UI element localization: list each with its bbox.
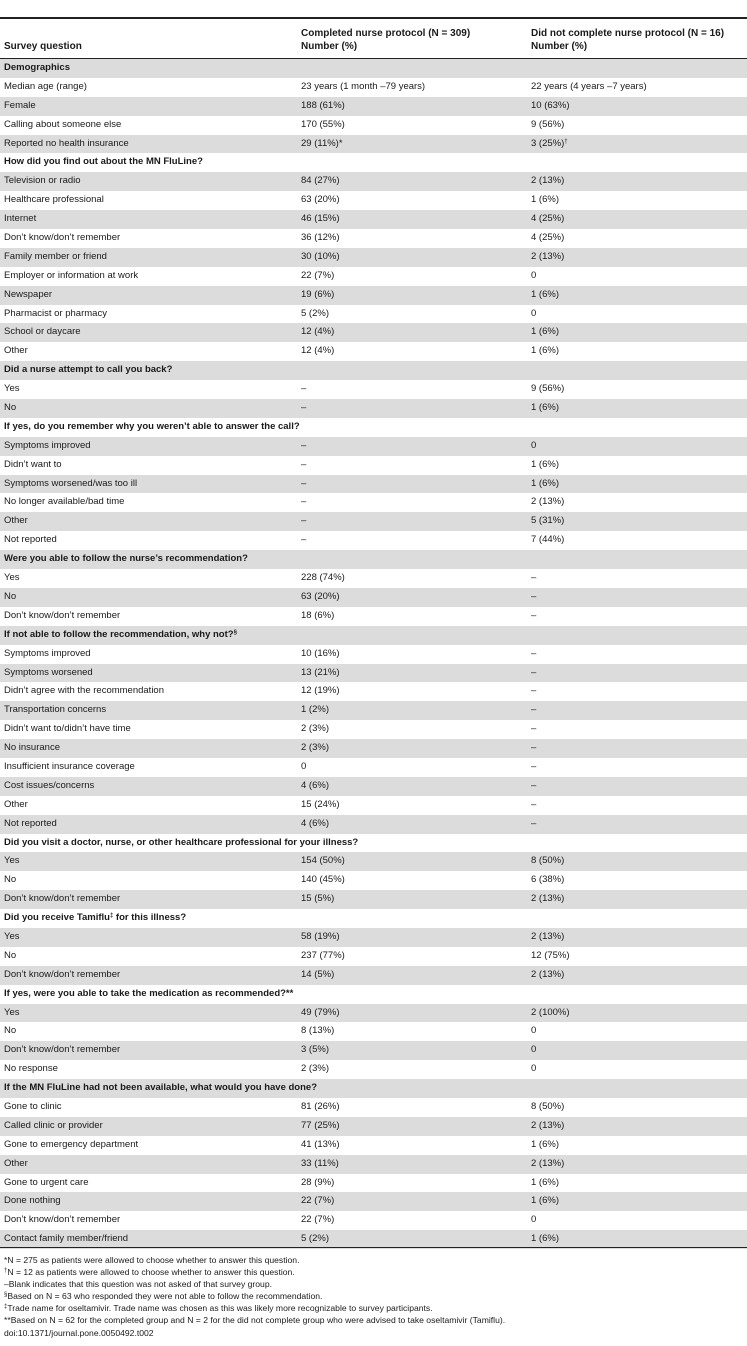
completed-value: – — [301, 383, 307, 395]
row-label: Television or radio — [4, 175, 81, 187]
not-completed-value: 2 (13%) — [531, 968, 565, 980]
not-completed-value: 1 (6%) — [531, 1176, 559, 1188]
not-completed-value: 1 (6%) — [531, 1195, 559, 1207]
row-label: Don’t know/don’t remember — [4, 232, 121, 244]
not-completed-value: 1 (6%) — [531, 458, 559, 470]
completed-value: 12 (4%) — [301, 326, 335, 338]
not-completed-value: 2 (13%) — [531, 496, 565, 508]
footnote-marker: § — [233, 629, 237, 636]
section-header-row — [0, 985, 747, 1004]
not-completed-value: – — [531, 590, 537, 602]
row-label: Yes — [4, 855, 20, 867]
not-completed-value: – — [531, 572, 537, 584]
table-row — [0, 815, 747, 834]
row-label: No — [4, 949, 17, 961]
header-not-completed-unit: Number (%) — [531, 41, 588, 52]
not-completed-value: 1 (6%) — [531, 1138, 559, 1150]
table-row — [0, 191, 747, 210]
completed-value: 0 — [301, 760, 307, 772]
completed-value: 30 (10%) — [301, 250, 340, 262]
row-label: Other — [4, 515, 28, 527]
row-label: Pharmacist or pharmacy — [4, 307, 107, 319]
not-completed-value: – — [531, 742, 537, 754]
footnote-marker: † — [4, 1268, 8, 1275]
not-completed-value: 12 (75%) — [531, 949, 570, 961]
completed-value: 19 (6%) — [301, 288, 335, 300]
table-row — [0, 210, 747, 229]
completed-value: 14 (5%) — [301, 968, 335, 980]
row-label: Gone to emergency department — [4, 1138, 139, 1150]
row-label: Yes — [4, 383, 20, 395]
row-label: Healthcare professional — [4, 194, 104, 206]
not-completed-value: 22 years (4 years –7 years) — [531, 80, 647, 92]
table-row — [0, 97, 747, 116]
table-row — [0, 305, 747, 324]
row-label: Didn’t want to — [4, 458, 62, 470]
row-label: Didn’t want to/didn’t have time — [4, 723, 131, 735]
completed-value: 22 (7%) — [301, 1195, 335, 1207]
completed-value: 81 (26%) — [301, 1100, 340, 1112]
row-label: No response — [4, 1063, 58, 1075]
table-footnotes — [4, 1254, 744, 1339]
row-label: Contact family member/friend — [4, 1233, 129, 1245]
completed-value: 4 (6%) — [301, 779, 329, 791]
footnote-marker: ‡ — [4, 1304, 8, 1311]
table-row — [0, 286, 747, 305]
table-row — [0, 645, 747, 664]
table-row — [0, 1022, 747, 1041]
completed-value: 228 (74%) — [301, 572, 345, 584]
completed-value: 63 (20%) — [301, 590, 340, 602]
table-row — [0, 1155, 747, 1174]
row-label: Don’t know/don’t remember — [4, 609, 121, 621]
not-completed-value: 8 (50%) — [531, 855, 565, 867]
not-completed-value: 0 — [531, 1063, 537, 1075]
table-row — [0, 1060, 747, 1079]
not-completed-value: 8 (50%) — [531, 1100, 565, 1112]
footnote: –Blank indicates that this question was not asked of that survey group. — [4, 1279, 272, 1290]
row-label: Other — [4, 1157, 28, 1169]
not-completed-value: 6 (38%) — [531, 874, 565, 886]
row-label: Symptoms improved — [4, 647, 91, 659]
table-row — [0, 852, 747, 871]
not-completed-value: – — [531, 609, 537, 621]
completed-value: – — [301, 439, 307, 451]
section-title: Demographics — [4, 62, 70, 73]
completed-value: 4 (6%) — [301, 817, 329, 829]
row-label: Not reported — [4, 817, 57, 829]
table-row — [0, 1136, 747, 1155]
section-header-row — [0, 550, 747, 569]
table-row — [0, 456, 747, 475]
not-completed-value: 2 (13%) — [531, 1119, 565, 1131]
row-label: Don’t know/don’t remember — [4, 1214, 121, 1226]
row-label: School or daycare — [4, 326, 81, 338]
completed-value: 8 (13%) — [301, 1025, 335, 1037]
section-header-row — [0, 1079, 747, 1098]
not-completed-value: 1 (6%) — [531, 326, 559, 338]
not-completed-value: – — [531, 666, 537, 678]
section-header-row — [0, 626, 747, 645]
completed-value: 36 (12%) — [301, 232, 340, 244]
section-title: If yes, were you able to take the medication as recommended?** — [4, 987, 294, 999]
section-header-row — [0, 834, 747, 853]
completed-value: – — [301, 402, 307, 414]
footnote: §Based on N = 63 who responded they were not able to follow the recommendation. — [4, 1291, 323, 1302]
table-row — [0, 607, 747, 626]
table-row — [0, 531, 747, 550]
section-header-row — [0, 361, 747, 380]
table-row — [0, 664, 747, 683]
not-completed-value: 0 — [531, 1044, 537, 1056]
row-label: Didn’t agree with the recommendation — [4, 685, 165, 697]
completed-value: – — [301, 458, 307, 470]
table-row — [0, 739, 747, 758]
row-label: Calling about someone else — [4, 118, 122, 130]
table-row — [0, 682, 747, 701]
footnote-marker: ‡ — [109, 913, 114, 920]
table-row — [0, 475, 747, 494]
table-row — [0, 399, 747, 418]
completed-value: 29 (11%)* — [301, 137, 343, 149]
not-completed-value: – — [531, 760, 537, 772]
table-row — [0, 78, 747, 97]
completed-value: 22 (7%) — [301, 269, 335, 281]
row-label: Employer or information at work — [4, 269, 139, 281]
table-row — [0, 777, 747, 796]
completed-value: 12 (19%) — [301, 685, 340, 697]
row-label: Insufficient insurance coverage — [4, 760, 135, 772]
completed-value: 5 (2%) — [301, 307, 329, 319]
completed-value: 13 (21%) — [301, 666, 340, 678]
completed-value: 237 (77%) — [301, 949, 345, 961]
not-completed-value: 2 (13%) — [531, 175, 565, 187]
completed-value: 3 (5%) — [301, 1044, 329, 1056]
table-row — [0, 1211, 747, 1230]
completed-value: 77 (25%) — [301, 1119, 340, 1131]
table-row — [0, 701, 747, 720]
header-survey-question: Survey question — [4, 41, 82, 52]
completed-value: 58 (19%) — [301, 930, 340, 942]
not-completed-value: 1 (6%) — [531, 288, 559, 300]
header-not-completed-group — [531, 27, 724, 53]
not-completed-value: 9 (56%) — [531, 383, 565, 395]
not-completed-value: 0 — [531, 269, 537, 281]
completed-value: 140 (45%) — [301, 874, 345, 886]
table-row — [0, 796, 747, 815]
completed-value: – — [301, 515, 307, 527]
footnote: doi:10.1371/journal.pone.0050492.t002 — [4, 1327, 154, 1338]
header-completed-title: Completed nurse protocol (N = 309) — [301, 28, 471, 39]
row-label: Symptoms worsened — [4, 666, 93, 678]
footnote: **Based on N = 62 for the completed group and N = 2 for the did not complete group who were advised to take oseltamivir (Tamiflu). — [4, 1315, 506, 1326]
row-label: Symptoms improved — [4, 439, 91, 451]
table-row — [0, 135, 747, 154]
not-completed-value: – — [531, 779, 537, 791]
completed-value: 1 (2%) — [301, 704, 329, 716]
row-label: Called clinic or provider — [4, 1119, 103, 1131]
not-completed-value: 1 (6%) — [531, 194, 559, 206]
footnote: ‡Trade name for oseltamivir. Trade name was chosen as this was likely more recognizable to survey participants. — [4, 1303, 433, 1314]
row-label: No longer available/bad time — [4, 496, 125, 508]
header-completed-unit: Number (%) — [301, 41, 358, 52]
table-row — [0, 267, 747, 286]
table-bottom-rule — [0, 1247, 747, 1248]
not-completed-value: 1 (6%) — [531, 477, 559, 489]
header-completed-group — [301, 27, 470, 53]
table-row — [0, 380, 747, 399]
section-header-row — [0, 153, 747, 172]
table-row — [0, 1117, 747, 1136]
completed-value: 188 (61%) — [301, 99, 345, 111]
not-completed-value: 9 (56%) — [531, 118, 565, 130]
row-label: Don’t know/don’t remember — [4, 893, 121, 905]
table-row — [0, 512, 747, 531]
completed-value: 49 (79%) — [301, 1006, 340, 1018]
not-completed-value: 10 (63%) — [531, 99, 570, 111]
completed-value: 2 (3%) — [301, 1063, 329, 1075]
section-title: Did a nurse attempt to call you back? — [4, 364, 173, 376]
row-label: Transportation concerns — [4, 704, 107, 716]
not-completed-value: 0 — [531, 307, 537, 319]
completed-value: 22 (7%) — [301, 1214, 335, 1226]
row-label: Yes — [4, 1006, 20, 1018]
completed-value: 154 (50%) — [301, 855, 345, 867]
row-label: Female — [4, 99, 36, 111]
table-top-rule — [0, 17, 747, 19]
not-completed-value: 3 (25%)† — [531, 137, 568, 149]
section-title: If the MN FluLine had not been available, what would you have done? — [4, 1082, 317, 1094]
completed-value: 12 (4%) — [301, 345, 335, 357]
section-title: If not able to follow the recommendation, why not?§ — [4, 628, 237, 640]
not-completed-value: – — [531, 817, 537, 829]
row-label: Symptoms worsened/was too ill — [4, 477, 138, 489]
footnote: *N = 275 as patients were allowed to choose whether to answer this question. — [4, 1255, 300, 1265]
completed-value: 46 (15%) — [301, 213, 340, 225]
row-label: Gone to clinic — [4, 1100, 62, 1112]
row-label: No — [4, 1025, 17, 1037]
not-completed-value: – — [531, 647, 537, 659]
table-row — [0, 1098, 747, 1117]
table-row — [0, 890, 747, 909]
table-row — [0, 172, 747, 191]
table-row — [0, 229, 747, 248]
completed-value: – — [301, 477, 307, 489]
table-row — [0, 1041, 747, 1060]
table-row — [0, 1174, 747, 1193]
row-label: No insurance — [4, 742, 60, 754]
row-label: Yes — [4, 930, 20, 942]
table-row — [0, 1004, 747, 1023]
table-row — [0, 569, 747, 588]
completed-value: 84 (27%) — [301, 175, 340, 187]
table-row — [0, 758, 747, 777]
row-label: No — [4, 402, 17, 414]
row-label: Yes — [4, 572, 20, 584]
table-row — [0, 248, 747, 267]
not-completed-value: 0 — [531, 1025, 537, 1037]
not-completed-value: 7 (44%) — [531, 534, 565, 546]
not-completed-value: – — [531, 723, 537, 735]
section-title: How did you find out about the MN FluLine? — [4, 156, 203, 168]
section-title: If yes, do you remember why you weren’t able to answer the call? — [4, 420, 300, 432]
section-title: Were you able to follow the nurse’s recommendation? — [4, 553, 248, 565]
completed-value: 2 (3%) — [301, 742, 329, 754]
row-label: Done nothing — [4, 1195, 61, 1207]
not-completed-value: 2 (13%) — [531, 930, 565, 942]
completed-value: – — [301, 534, 307, 546]
table-row — [0, 342, 747, 361]
row-label: Family member or friend — [4, 250, 107, 262]
table-row — [0, 116, 747, 135]
row-label: Don’t know/don’t remember — [4, 1044, 121, 1056]
table-row — [0, 493, 747, 512]
row-label: No — [4, 590, 17, 602]
table-row — [0, 871, 747, 890]
not-completed-value: 0 — [531, 439, 537, 451]
section-title: Did you visit a doctor, nurse, or other healthcare professional for your illness? — [4, 836, 359, 848]
row-label: Don’t know/don’t remember — [4, 968, 121, 980]
not-completed-value: 4 (25%) — [531, 213, 565, 225]
table-row — [0, 437, 747, 456]
completed-value: 15 (5%) — [301, 893, 335, 905]
row-label: Cost issues/concerns — [4, 779, 95, 791]
not-completed-value: 0 — [531, 1214, 537, 1226]
table-row — [0, 966, 747, 985]
row-label: Internet — [4, 213, 37, 225]
table-row — [0, 323, 747, 342]
section-title: Did you receive Tamiflu‡ for this illness? — [4, 912, 187, 924]
row-label: No — [4, 874, 17, 886]
not-completed-value: – — [531, 798, 537, 810]
table-row — [0, 1192, 747, 1211]
section-header-row — [0, 59, 747, 78]
not-completed-value: – — [531, 685, 537, 697]
row-label: Median age (range) — [4, 80, 87, 92]
table-row — [0, 928, 747, 947]
completed-value: 33 (11%) — [301, 1157, 339, 1169]
completed-value: 5 (2%) — [301, 1233, 329, 1245]
header-not-completed-title: Did not complete nurse protocol (N = 16) — [531, 28, 725, 39]
row-label: Other — [4, 798, 28, 810]
not-completed-value: 2 (13%) — [531, 1157, 565, 1169]
completed-value: – — [301, 496, 307, 508]
completed-value: 63 (20%) — [301, 194, 340, 206]
not-completed-value: 1 (6%) — [531, 402, 559, 414]
not-completed-value: 5 (31%) — [531, 515, 565, 527]
row-label: Newspaper — [4, 288, 53, 300]
section-header-row — [0, 418, 747, 437]
not-completed-value: 4 (25%) — [531, 232, 565, 244]
table-body — [0, 59, 747, 1249]
completed-value: 18 (6%) — [301, 609, 335, 621]
not-completed-value: 2 (13%) — [531, 250, 565, 262]
completed-value: 170 (55%) — [301, 118, 345, 130]
row-label: Reported no health insurance — [4, 137, 129, 149]
row-label: Gone to urgent care — [4, 1176, 89, 1188]
footnote-marker: § — [4, 1292, 8, 1299]
table-header — [0, 24, 747, 59]
completed-value: 23 years (1 month –79 years) — [301, 80, 426, 92]
table-row — [0, 588, 747, 607]
row-label: Other — [4, 345, 28, 357]
completed-value: 15 (24%) — [301, 798, 340, 810]
section-header-row — [0, 909, 747, 928]
not-completed-value: 2 (13%) — [531, 893, 565, 905]
completed-value: 41 (13%) — [301, 1138, 340, 1150]
not-completed-value: 1 (6%) — [531, 345, 559, 357]
completed-value: 2 (3%) — [301, 723, 329, 735]
table-row — [0, 720, 747, 739]
footnote: †N = 12 as patients were allowed to choose whether to answer this question. — [4, 1267, 295, 1278]
completed-value: 28 (9%) — [301, 1176, 335, 1188]
not-completed-value: – — [531, 704, 537, 716]
footnote-marker: † — [564, 138, 568, 145]
row-label: Not reported — [4, 534, 57, 546]
not-completed-value: 2 (100%) — [531, 1006, 570, 1018]
not-completed-value: 1 (6%) — [531, 1233, 559, 1245]
completed-value: 10 (16%) — [301, 647, 340, 659]
table-row — [0, 947, 747, 966]
